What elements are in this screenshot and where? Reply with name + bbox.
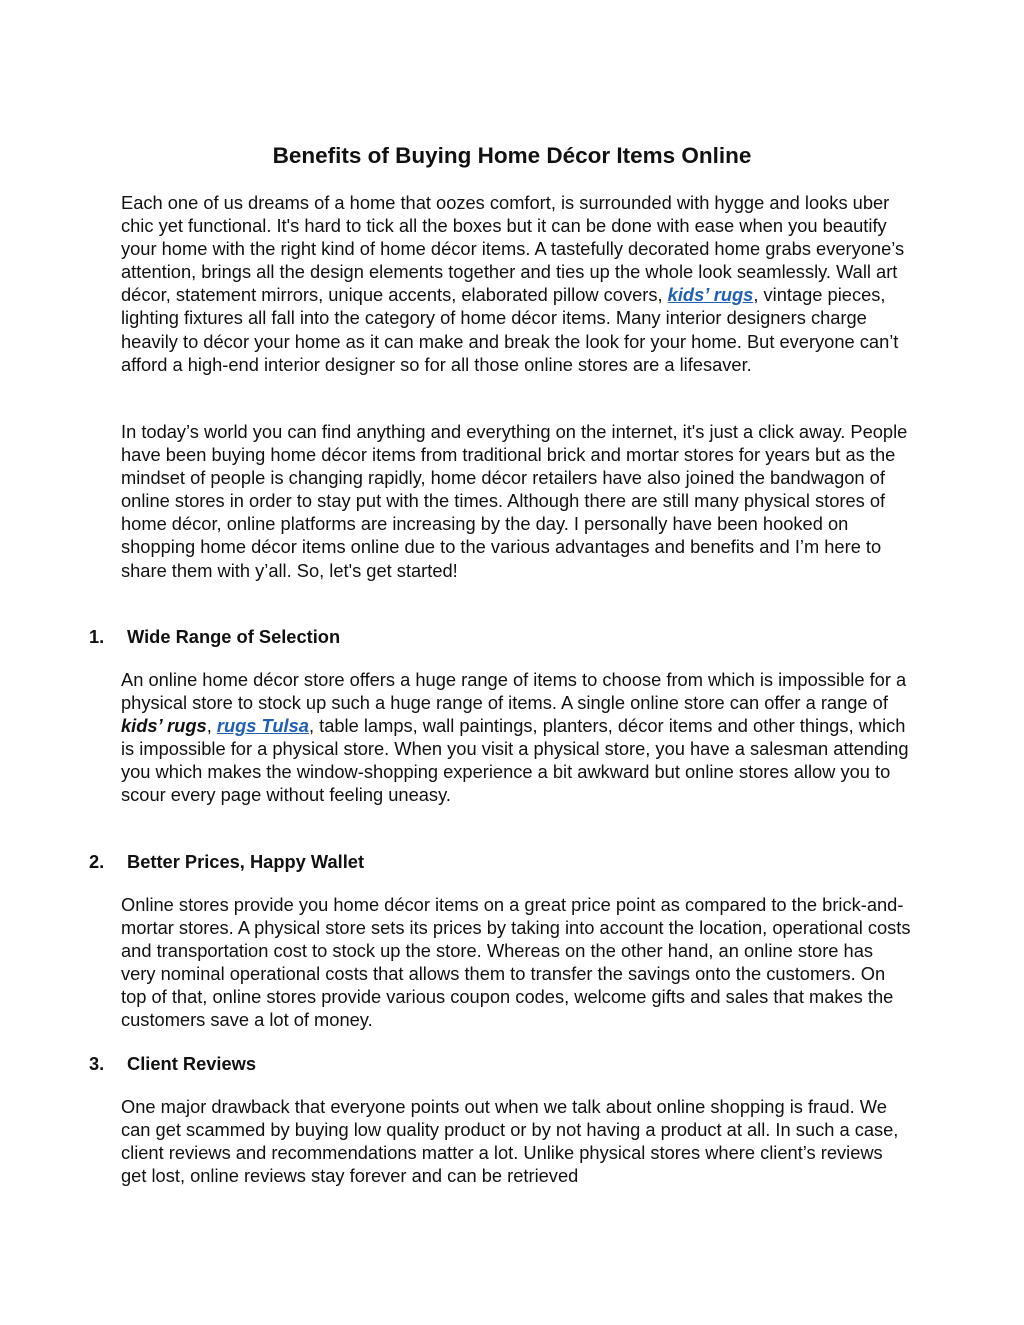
kids-rugs-link[interactable]: kids’ rugs [667,284,754,306]
section-number-3: 3. [89,1053,105,1074]
document-title: Benefits of Buying Home Décor Items Online [272,143,752,168]
section-body-1-separator: , [206,715,217,737]
kids-rugs-emphasis: kids’ rugs [121,715,207,737]
section-body-1-text-b: , table lamps, wall paintings, planters, décor items and other things, which is impossible for a physical store. When you visit a physical store, you have a salesman attending you which makes the window-shopping experience a bit awkward but online stores allow you to scour every page without feeling uneasy. [121,715,909,806]
intro-paragraph-2: In today’s world you can find anything and everything on the internet, it's just a click away. People have been buying home décor items from traditional brick and mortar stores for years but as the mindset of people is changing rapidly, home décor retailers have also joined the bandwagon of online stores in order to stay put with the times. Although there are still many physical stores of home décor, online platforms are increasing by the day. I personally have been hooked on shopping home décor items online due to the various advantages and benefits and I’m here to share them with y’all. So, let's get started! [121,421,908,581]
section-body-2: Online stores provide you home décor items on a great price point as compared to the brick-and-mortar stores. A physical store sets its prices by taking into account the location, operational costs and transportation cost to stock up the store. Whereas on the other hand, an online store has very nominal operational costs that allows them to transfer the savings onto the customers. On top of that, online stores provide various coupon codes, welcome gifts and sales that makes the customers save a lot of money. [121,894,911,1031]
section-heading-2 [89,850,889,873]
section-title-2: Better Prices, Happy Wallet [127,851,365,872]
rugs-tulsa-link[interactable]: rugs Tulsa [216,715,309,737]
section-body-1 [121,668,911,807]
section-heading-3 [89,1052,889,1075]
intro-paragraph-1-text-b: , vintage pieces, lighting fixtures all fall into the category of home décor items. Many interior designers charge heavily to décor your home as it can make and break the look for your home. But everyone can’t afford a high-end interior designer so for all those online stores are a lifesaver. [121,284,899,375]
section-title-1: Wide Range of Selection [127,626,341,647]
section-title-3: Client Reviews [127,1053,257,1074]
intro-paragraph-1-text-a: Each one of us dreams of a home that oozes comfort, is surrounded with hygge and looks uber chic yet functional. It's hard to tick all the boxes but it can be done with ease when you beautify your home with the right kind of home décor items. A tastefully decorated home grabs everyone’s attention, brings all the design elements together and ties up the whole look seamlessly. Wall art décor, statement mirrors, unique accents, elaborated pillow covers, [121,192,905,306]
intro-paragraph-1 [121,191,911,376]
section-number-1: 1. [89,626,105,647]
section-body-3: One major drawback that everyone points out when we talk about online shopping is fraud. We can get scammed by buying low quality product or by not having a product at all. In such a case, client reviews and recommendations matter a lot. Unlike physical stores where client’s reviews get lost, online reviews stay forever and can be retrieved [121,1096,899,1187]
section-body-1-text-a: An online home décor store offers a huge range of items to choose from which is impossible for a physical store to stock up such a huge range of items. A single online store can offer a range of [121,669,907,714]
section-number-2: 2. [89,851,105,872]
section-heading-1 [89,625,889,648]
